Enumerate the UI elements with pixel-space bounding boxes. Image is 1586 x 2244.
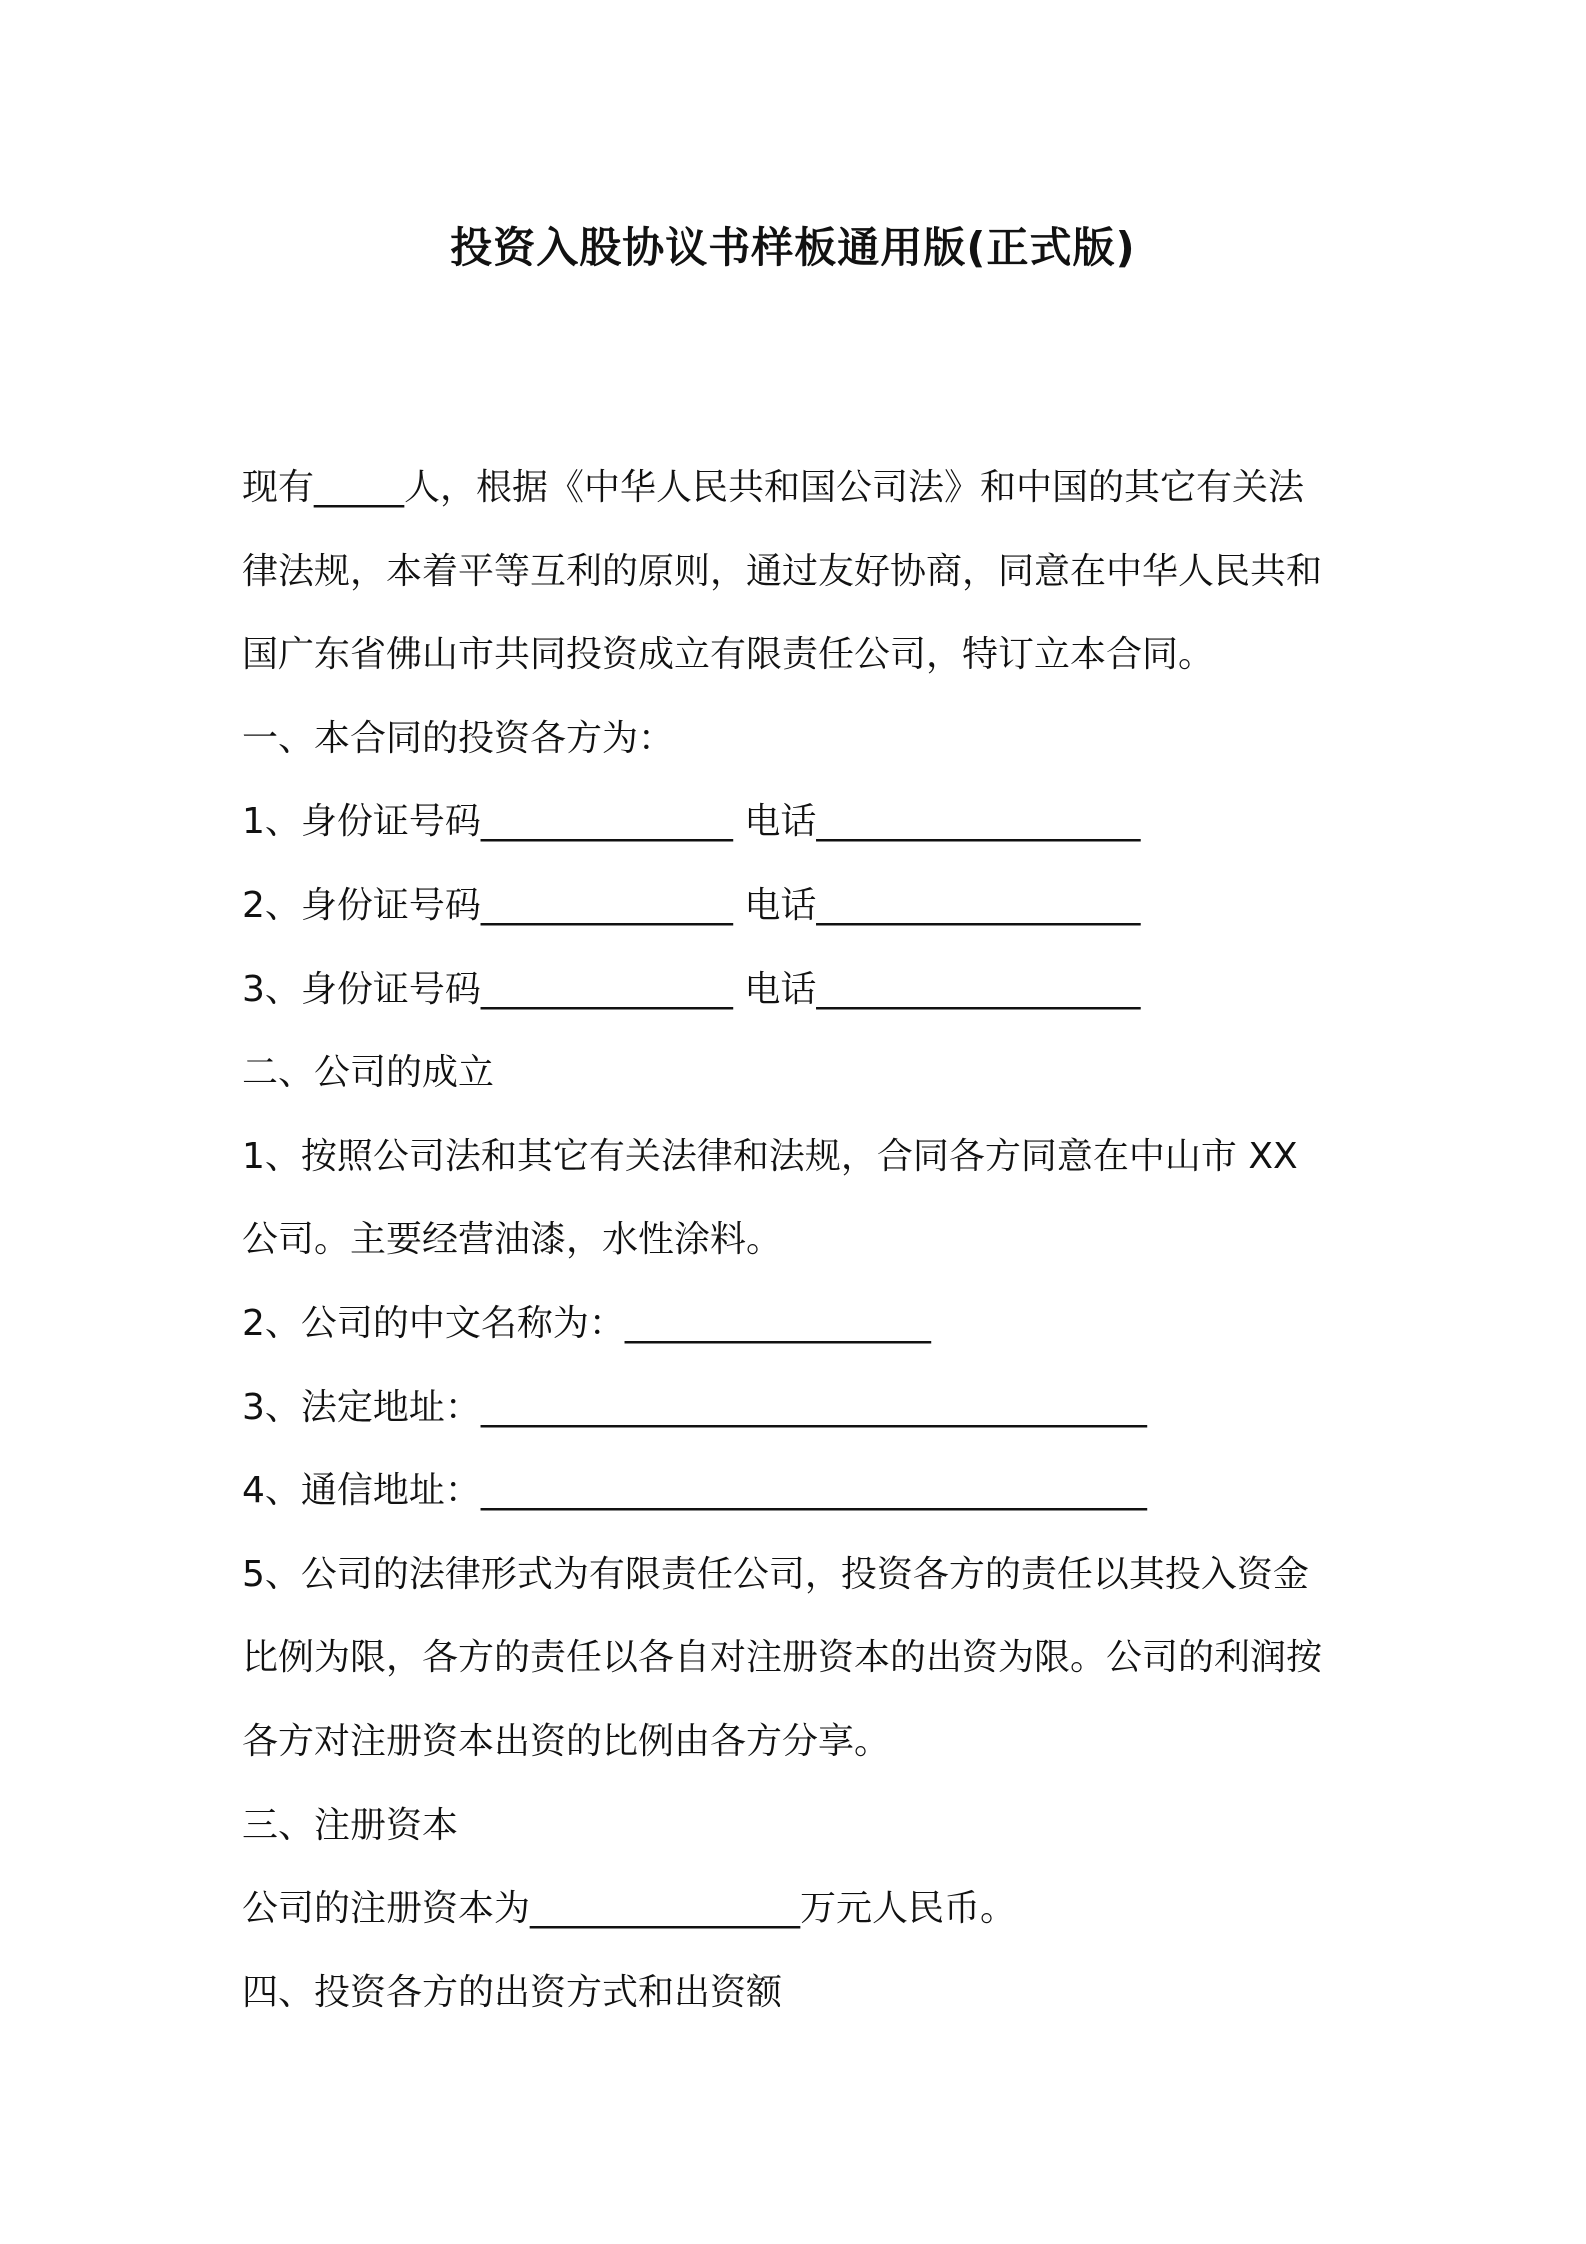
paragraph-line: 5、公司的法律形式为有限责任公司，投资各方的责任以其投入资金	[242, 1553, 1309, 1595]
paragraph-line: 1、按照公司法和其它有关法律和法规，合同各方同意在中山市 XX	[242, 1135, 1298, 1177]
paragraph-line: 比例为限，各方的责任以各自对注册资本的出资为限。公司的利润按	[242, 1637, 1323, 1679]
section-heading: 一、本合同的投资各方为：	[242, 717, 675, 759]
paragraph-line: 各方对注册资本出资的比例由各方分享。	[242, 1720, 891, 1762]
legal-address-field-line: 3、法定地址：_____________________________________	[242, 1386, 1147, 1428]
paragraph-line: 国广东省佛山市共同投资成立有限责任公司，特订立本合同。	[242, 634, 1215, 676]
investor-id-phone-line: 1、身份证号码______________ 电话__________________	[242, 801, 1141, 843]
document-body	[242, 446, 1362, 2034]
company-name-field-line: 2、公司的中文名称为：_________________	[242, 1302, 931, 1344]
mailing-address-field-line: 4、通信地址：_____________________________________	[242, 1470, 1147, 1512]
paragraph-line: 律法规，本着平等互利的原则，通过友好协商，同意在中华人民共和	[242, 550, 1323, 592]
section-heading: 二、公司的成立	[242, 1052, 495, 1094]
section-heading: 四、投资各方的出资方式和出资额	[242, 1971, 783, 2013]
registered-capital-line: 公司的注册资本为_______________万元人民币。	[242, 1888, 1017, 1930]
investor-id-phone-line: 3、身份证号码______________ 电话__________________	[242, 968, 1141, 1010]
investor-id-phone-line: 2、身份证号码______________ 电话__________________	[242, 884, 1141, 926]
paragraph-line: 现有_____人，根据《中华人民共和国公司法》和中国的其它有关法	[242, 467, 1305, 508]
document-title: 投资入股协议书样板通用版(正式版)	[450, 223, 1136, 272]
section-heading: 三、注册资本	[242, 1804, 459, 1846]
paragraph-line: 公司。主要经营油漆，水性涂料。	[242, 1219, 783, 1261]
